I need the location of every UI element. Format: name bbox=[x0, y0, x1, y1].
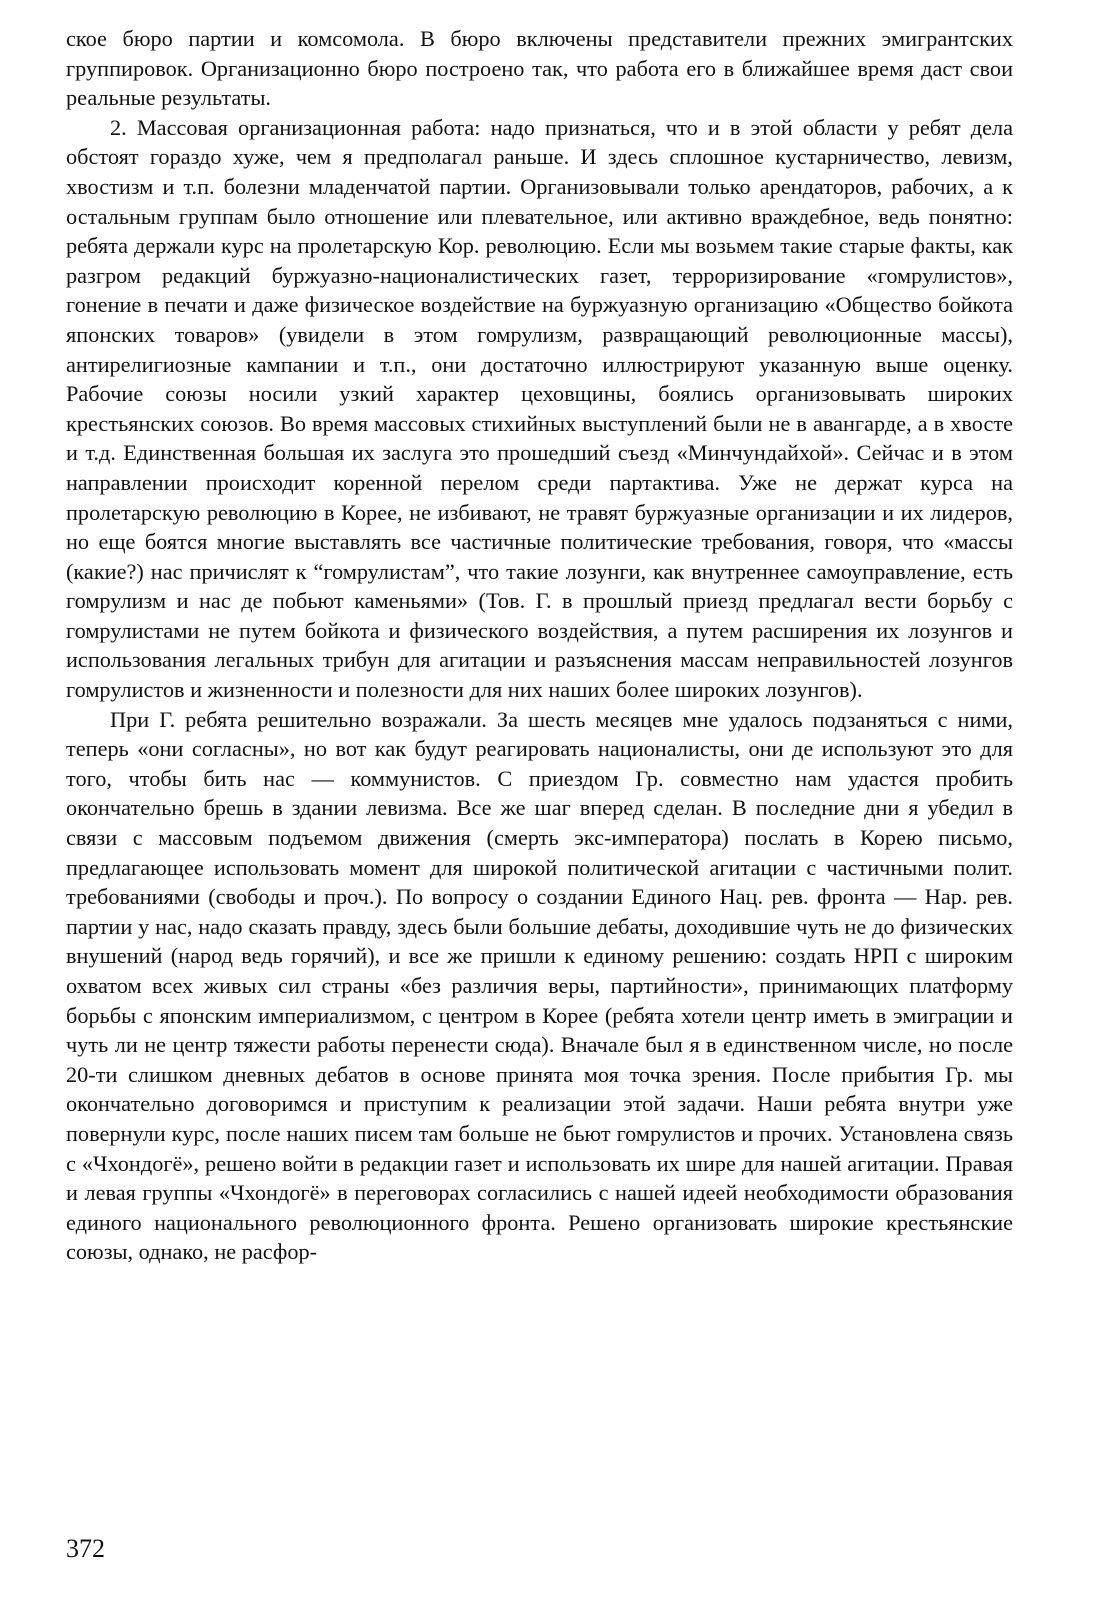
page-number: 372 bbox=[66, 1534, 105, 1563]
paragraph-continuation: ское бюро партии и комсомола. В бюро включены представители прежних эмигрантских группировок. Организационно бюро построено так, что работа его в ближайшее время даст свои реальные результаты. bbox=[66, 26, 1013, 111]
paragraph-national-front: При Г. ребята решительно возражали. За шесть месяцев мне удалось подзаняться с ними, теперь «они согласны», но вот как будут реагировать националисты, они де используют это для того, чтобы бить нас — коммунистов. С приездом Гр. совместно нам удастся пробить окончательно брешь в здании левизма. Все же шаг вперед сделан. В последние дни я убедил в связи с массовым подъемом движения (смерть экс-императора) послать в Корею письмо, предлагающее использовать момент для широкой политической агитации с частичными полит. требованиями (свободы и проч.). По вопросу о создании Единого Нац. рев. фронта — Нар. рев. партии у нас, надо сказать правду, здесь были большие дебаты, доходившие чуть не до физических внушений (народ ведь горячий), и все же пришли к единому решению: создать НРП с широким охватом всех живых сил страны «без различия веры, партийности», принимающих платформу борьбы с японским империализмом, с центром в Корее (ребята хотели центр иметь в эмиграции и чуть ли не центр тяжести работы перенести сюда). Вначале был я в единственном числе, но после 20-ти слишком дневных дебатов в основе принята моя точка зрения. После прибытия Гр. мы окончательно договоримся и приступим к реализации этой задачи. Наши ребята внутри уже повернули курс, после наших писем там больше не бьют гомрулистов и прочих. Установлена связь с «Чхондогё», решено войти в редакции газет и использовать их шире для нашей агитации. Правая и левая группы «Чхондогё» в переговорах согласились с нашей идеей необходимости образования единого национального революционного фронта. Решено организовать широкие крестьянские союзы, однако, не расфор- bbox=[66, 706, 1013, 1265]
paragraph-mass-organization: 2. Массовая организационная работа: надо признаться, что и в этой области у ребят дела обстоят гораздо хуже, чем я предполагал раньше. И здесь сплошное кустарничество, левизм, хвостизм и т.п. болезни младенчатой партии. Организовывали только арендаторов, рабочих, а к остальным группам было отношение или плевательное, или активно враждебное, ведь понятно: ребята держали курс на пролетарскую Кор. революцию. Если мы возьмем такие старые факты, как разгром редакций буржуазно-националистических газет, терроризирование «гомрулистов», гонение в печати и даже физическое воздействие на буржуазную организацию «Общество бойкота японских товаров» (увидели в этом гомрулизм, развращающий революционные массы), антирелигиозные кампании и т.п., они достаточно иллюстрируют указанную выше оценку. Рабочие союзы носили узкий характер цеховщины, боялись организовывать широких крестьянских союзов. Во время массовых стихийных выступлений были не в авангарде, а в хвосте и т.д. Единственная большая их заслуга это прошедший съезд «Минчундайхой». Сейчас и в этом направлении происходит коренной перелом среди партактива. Уже не держат курса на пролетарскую революцию в Корее, не избивают, не травят буржуазные организации и их лидеров, но еще боятся многие выставлять все частичные политические требования, говоря, что «массы (какие?) нас причислят к “гомрулистам”, что такие лозунги, как внутреннее самоуправление, есть гомрулизм и нас де побьют каменьями» (Тов. Г. в прошлый приезд предлагал вести борьбу с гомрулистами не путем бойкота и физического воздействия, а путем расширения их лозунгов и использования легальных трибун для агитации и разъяснения массам неправильностей лозунгов гомрулистов и жизненности и полезности для них наших более широких лозунгов). bbox=[66, 114, 1013, 703]
document-page bbox=[66, 24, 1013, 1267]
